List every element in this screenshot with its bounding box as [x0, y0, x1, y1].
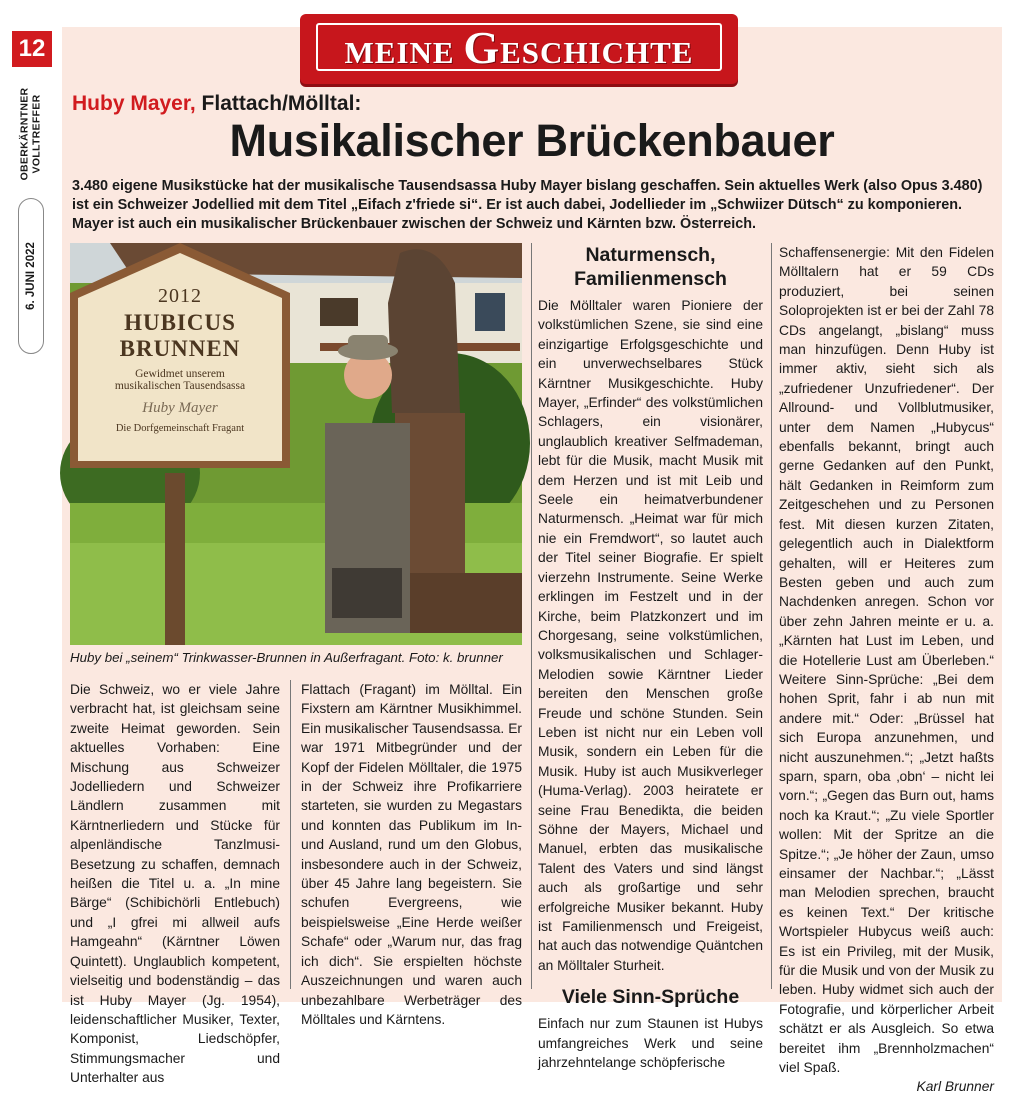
- kicker: [72, 92, 361, 116]
- sign-line-2: musikalischen Tausendsassa: [114, 380, 246, 392]
- kicker-name: Huby Mayer,: [72, 92, 196, 115]
- column-3-text: Die Mölltaler waren Pioniere der volkstümlichen Szene, sie sind eine einzigartige Erfolgsgeschichte und ein unverwechselbares Stück Kärntner Musikgeschichte. Huby Mayer, „Erfinder“ des volkstümlichen Schlagers, ein visionärer, unglaublich kreativer Selfmademan, lebt für die Musik, macht Musik mit dem Herzen und ist mit Leib und Seele ein heimatverbundener Naturmensch. „Heimat war für mich nie ein Fremdwort“, so lautet auch der Titel seiner Biografie. Er spielt vierzehn Instrumente. Seine Werke erklingen im Festzelt und in der Kirche, beim Platzkonzert und im Chorgesang, seine volkstümlichen, volksmusikalischen und Schlager-Melodien sowie Kärntner Lieder bereiten den Menschen große Freude und schöne Stunden. Sein Leben ist nicht nur ein Leben voll Musik, sondern ein Leben für die Musik. Huby ist auch Musikverleger (Huma-Verlag). 2003 heiratete er seine Frau Benedikta, die beiden Söhne der Mayers, Michael und Manuel, erbten das musikalische Talent des Vaters und sind längst auch als großartige und sehr erfolgreiche Musiker bekannt. Huby ist Familienmensch und Freigeist, hat auch das notwendige Quäntchen an Mölltaler Sturheit.: [538, 298, 763, 973]
- sign-title-1: HUBICUS: [124, 310, 236, 335]
- subheading-naturmensch: Naturmensch, Familienmensch: [574, 244, 727, 290]
- headline: Musikalischer Brückenbauer: [229, 115, 835, 166]
- article-photo: [70, 243, 522, 645]
- subheading-sinn-sprueche: Viele Sinn-Sprüche: [561, 986, 740, 1009]
- sign-year: 2012: [158, 285, 202, 307]
- sign-line-1: Gewidmet unserem: [135, 368, 225, 380]
- sign-footer: Die Dorfgemeinschaft Fragant: [115, 423, 245, 434]
- column-3-text-continued: Einfach nur zum Staunen ist Hubys umfangreiches Werk und seine jahrzehntelange schöpferische: [538, 1016, 763, 1071]
- column-4-text: Schaffensenergie: Mit den Fidelen Mölltalern hat er 59 CDs produziert, bei seinen Soloprojekten ist er bei der Zahl 78 CDs angelangt, „bislang“ muss man hinzufügen. Denn Huby ist immer aktiv, sieht sich als „zufriedener Unzufriedener“. Der Allround- und Vollblutmusiker, unter dem Namen „Hubycus“ ebenfalls bekannt, bringt auch gerne Gedanken auf den Punkt, hält Gedanken in Reimform zum Zeitgeschehen und zu Personen fest. Mit diesen kurzen Zitaten, gelegentlich auch in Dialektform gehalten, will er Heiteres zum Besten geben und auch zum Nachdenken anregen. Schon vor über zehn Jahren meinte er u. a. „Kärnten hat Lust im Leben, und die Hotellerie Lust am Überleben.“ Weitere Sinn-Sprüche: „Bei dem hohen Sprit, fahr i ab nun mit andere mit.“ Oder: „Brüssel hat sich Europa anzunehmen, und nicht auszunehmen.“; „Jetzt haßts sparn, sparn, oba ‚obn‘ – nicht lei vorn.“; „Gegen das Burn out, hams noch ka Kraut.“; „Zu viele Sportler wollen: Mit der Spritze an die Spitze.“; „Je höher der Zaun, umso einsamer der Nachbar.“; „Lässt man Melodien sprechen, braucht es keinen Text.“ Der kritische Wortspieler Hubycus weiß auch: Es ist ein Privileg, mit der Musik, für die Musik und von der Musik zu leben. Huby widmet sich auch der Fotografie, und körperlicher Arbeit schätzt er als Ausgleich. So etwa bereitet ihm „Brennholzmachen“ viel Spaß.: [779, 245, 994, 1076]
- section-banner: [300, 14, 738, 84]
- edition-line-1: OBERKÄRNTNER: [18, 87, 31, 181]
- column-rule: [771, 243, 772, 989]
- banner-frame: [316, 23, 722, 71]
- banner-word-1: MEINE: [344, 34, 455, 70]
- edition-label: [17, 80, 43, 188]
- issue-date: [18, 198, 44, 354]
- column-4: [779, 243, 994, 1097]
- banner-initial: G: [463, 21, 501, 73]
- author-signature: Karl Brunner: [916, 1079, 994, 1095]
- kicker-place: Flattach/Mölltal:: [195, 92, 362, 115]
- column-1-text: Die Schweiz, wo er viele Jahre verbracht hat, ist gleichsam seine zweite Heimat geworden. Sein aktuelles Vorhaben: Eine Mischung aus Schweizer Jodelliedern und Schweizer Ländlern zusammen mit Kärntnerliedern und Stücke für alpenländische Tanzlmusi-Besetzung zu schaffen, demnach heißen die Titel u. a. „In mine Bärge“ (Schibichörli Entlebuch) und „I gfrei mi allweil aufs Hamgeahn“ (Kärntner Löwen Quintett). Unglaublich kompetent, vielseitig und bodenständig – das ist Huby Mayer (Jg. 1954), leidenschaftlicher Musiker, Texter, Komponist, Liedschöpfer, Stimmungsmacher und Unterhalter aus: [70, 682, 280, 1086]
- column-2-text: Flattach (Fragant) im Mölltal. Ein Fixstern am Kärntner Musikhimmel. Ein musikalischer Tausendsassa. Er war 1971 Mitbegründer und der Kopf der Fidelen Mölltaler, die 1975 in der Schweiz ihre Profikarriere starteten, sie wurden zu Megastars und konnten das Publikum im In- und Ausland, rund um den Globus, insbesondere auch in der Schweiz, über 45 Jahre lang begeistern. Sie schufen Evergreens, wie beispielsweise „Eine Herde weißer Schafe“ oder „Warum nur, das frag ich dich“. Sie erspielten höchste Auszeichnungen und waren auch unbezahlbare Werbeträger des Mölltales und Kärntens.: [301, 682, 522, 1027]
- sign-signature: Huby Mayer: [142, 400, 218, 416]
- page-number: 12: [12, 31, 52, 67]
- column-2: [301, 680, 522, 1029]
- banner-title: [345, 21, 694, 74]
- fountain-sign: [78, 285, 282, 434]
- edition-line-2: VOLLTREFFER: [30, 94, 43, 174]
- column-3: [538, 243, 763, 1072]
- lead-paragraph: 3.480 eigene Musikstücke hat der musikalische Tausendsassa Huby Mayer bislang geschaffen. Sein aktuelles Werk (also Opus 3.480) ist ein Schweizer Jodellied mit dem Titel „Eifach z'friede si“. Er ist auch dabei, Jodellieder im „Schwiizer Dütsch“ zu komponieren. Mayer ist auch ein musikalischer Brückenbauer zwischen der Schweiz und Kärnten bzw. Österreich.: [72, 178, 983, 232]
- banner-word-2: ESCHICHTE: [500, 34, 694, 70]
- column-rule: [290, 680, 291, 989]
- issue-date-text: 6. JUNI 2022: [25, 242, 38, 310]
- column-1: [70, 680, 280, 1088]
- column-rule: [531, 243, 532, 989]
- photo-caption: Huby bei „seinem“ Trinkwasser-Brunnen in Außerfragant. Foto: k. brunner: [70, 650, 503, 665]
- sign-title-2: BRUNNEN: [119, 336, 241, 361]
